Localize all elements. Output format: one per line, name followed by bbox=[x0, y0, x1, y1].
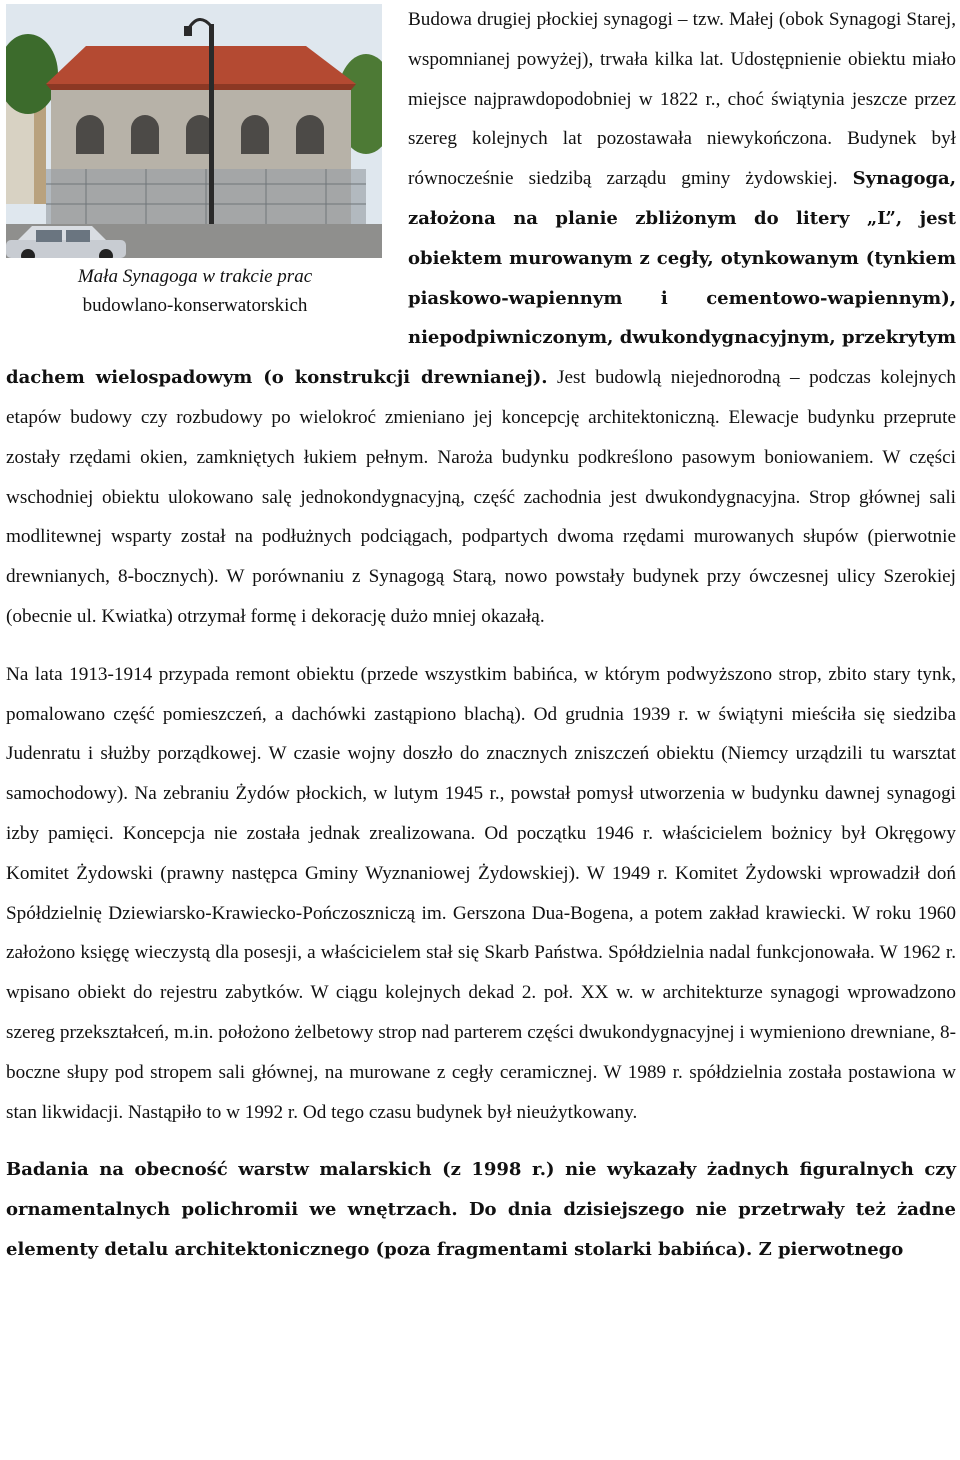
paragraph-3 bbox=[6, 1150, 956, 1269]
body-text bbox=[6, 0, 956, 1270]
caption-line-2: budowlano-konserwatorskich bbox=[82, 295, 308, 316]
para1-bold: Synagoga, założona na planie zbliżonym do litery „L”, jest obiektem murowanym z cegły, otynkowanym (tynkiem piaskowo-wapiennym i cementowo-wapiennym), niepodpiwniczonym, dwukondygnacyjnym, przekrytym dachem wielospadowym (o konstrukcji drewnianej). bbox=[6, 168, 956, 389]
para1-rest: Jest budowlą niejednorodną – podczas kolejnych etapów budowy czy rozbudowy po wielokroć zmieniano jej koncepcję architektoniczną. Elewacje budynku przeprute zostały rzędami okien, zamkniętych łukiem pełnym. Naroża budynku podkreślono pasowym boniowaniem. W części wschodniej obiektu ulokowano salę jednokondygnacyjną, część zachodnia jest dwukondygnacyjna. Strop głównej sali modlitewnej wsparty został na podłużnych podciągach, podpartych dwoma rzędami murowanych słupów (pierwotnie drewnianych, 8-bocznych). W porównaniu z Synagogą Starą, nowo powstały budynek przy ówczesnej ulicy Szerokiej (obecnie ul. Kwiatka) otrzymał formę i dekorację dużo mniej okazałą. bbox=[6, 367, 957, 627]
para1-intro: Budowa drugiej płockiej synagogi – tzw. Małej (obok Synagogi Starej, wspomnianej powyżej), trwała kilka lat. Udostępnienie obiektu miało miejsce najprawdopodobniej w 1822 r., choć świątynia jeszcze przez szereg kolejnych lat pozostawała niewykończona. Budynek był równocześnie siedzibą zarządu gminy żydowskiej. bbox=[408, 9, 956, 190]
paragraph-gap bbox=[6, 637, 956, 655]
figure-spacer bbox=[6, 0, 408, 348]
para3-bold: Badania na obecność warstw malarskich (z 1998 r.) nie wykazały żadnych figuralnych czy ornamentalnych polichromii we wnętrzach. Do dnia dzisiejszego nie przetrwały też żadne elementy detalu architektonicznego (poza fragmentami stolarki babińca). Z pierwotnego bbox=[6, 1159, 956, 1260]
paragraph-gap bbox=[6, 1132, 956, 1150]
caption-line-1: Mała Synagoga w trakcie prac bbox=[77, 266, 313, 287]
paragraph-2: Na lata 1913-1914 przypada remont obiektu (przede wszystkim babińca, w którym podwyższono strop, zbito stary tynk, pomalowano część pomieszczeń, a dachówki zastąpiono blachą). Od grudnia 1939 r. w świątyni mieściła się siedziba Judenratu i służby porządkowej. W czasie wojny doszło do znacznych zniszczeń obiektu (Niemcy urządzili tu warsztat samochodowy). Na zebraniu Żydów płockich, w lutym 1945 r., powstał pomysł utworzenia w budynku dawnej synagogi izby pamięci. Koncepcja nie została jednak zrealizowana. Od początku 1946 r. właścicielem bożnicy był Okręgowy Komitet Żydowski (prawny następca Gminy Wyznaniowej Żydowskiej). W 1949 r. Komitet Żydowski wprowadził doń Spółdzielnię Dziewiarsko-Krawiecko-Pończoszniczą im. Gerszona Dua-Bogena, a potem zakład krawiecki. W roku 1960 założono księgę wieczystą dla posesji, a właścicielem stał się Skarb Państwa. Spółdzielnia nadal funkcjonowała. W 1962 r. wpisano obiekt do rejestru zabytków. W ciągu kolejnych dekad 2. poł. XX w. w architekturze synagogi wprowadzono szereg przekształceń, m.in. położono żelbetowy strop nad parterem części dwukondygnacyjnej i wymieniono drewniane, 8-boczne słupy pod stropem sali głównej, na murowane z cegły ceramicznej. W 1989 r. spółdzielnia została postawiona w stan likwidacji. Nastąpiło to w 1992 r. Od tego czasu budynek był nieużytkowany. bbox=[6, 663, 956, 1123]
